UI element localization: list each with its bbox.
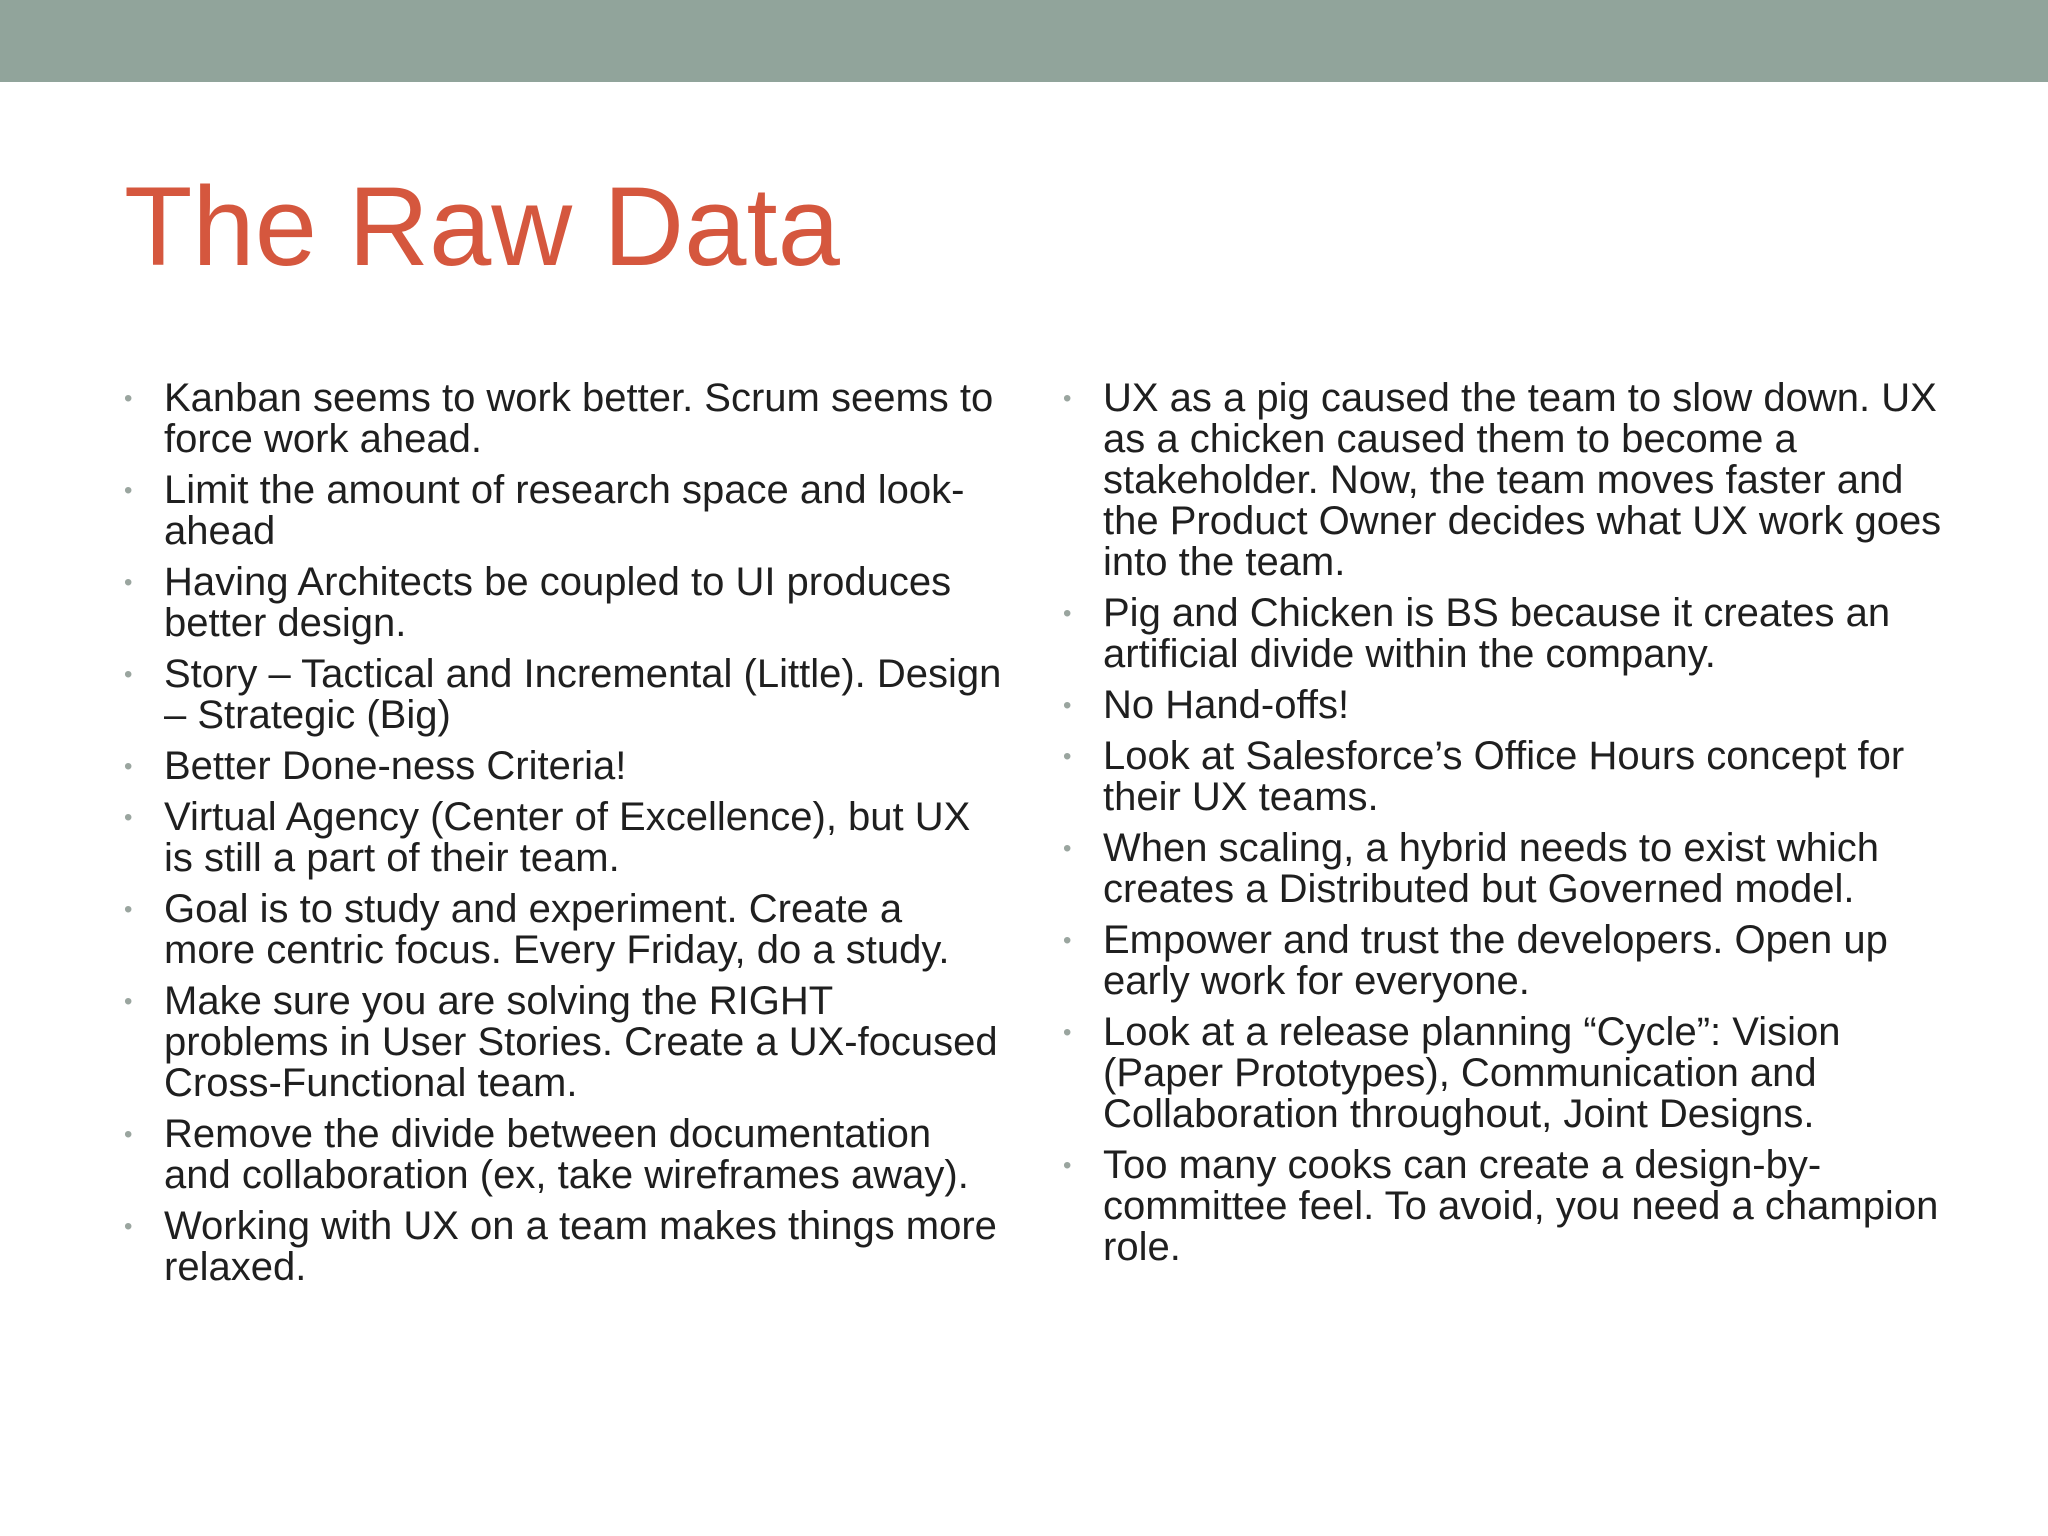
list-item bbox=[118, 470, 1003, 552]
list-item-text: Pig and Chicken is BS because it creates an artificial divide within the company. bbox=[1103, 591, 1891, 676]
list-item-text: Limit the amount of research space and look-ahead bbox=[164, 468, 965, 553]
list-item-text: No Hand-offs! bbox=[1103, 683, 1350, 727]
left-bullet-list bbox=[118, 378, 1003, 1298]
bullet-icon: • bbox=[1063, 692, 1072, 719]
list-item bbox=[118, 654, 1003, 736]
list-item bbox=[1057, 593, 1957, 675]
bullet-icon: • bbox=[124, 804, 133, 831]
list-item-text: Story – Tactical and Incremental (Little). Design – Strategic (Big) bbox=[164, 652, 1002, 737]
bullet-icon: • bbox=[124, 569, 133, 596]
bullet-icon: • bbox=[1063, 385, 1072, 412]
list-item bbox=[118, 1206, 1003, 1288]
list-item bbox=[1057, 920, 1957, 1002]
list-item-text: Make sure you are solving the RIGHT problems in User Stories. Create a UX-focused Cross-Functional team. bbox=[164, 979, 998, 1105]
list-item bbox=[1057, 1145, 1957, 1268]
slide-title: The Raw Data bbox=[124, 164, 840, 289]
list-item bbox=[118, 1114, 1003, 1196]
list-item-text: Goal is to study and experiment. Create a more centric focus. Every Friday, do a study. bbox=[164, 887, 950, 972]
bullet-icon: • bbox=[124, 1213, 133, 1240]
list-item bbox=[118, 746, 1003, 787]
list-item bbox=[118, 797, 1003, 879]
list-item bbox=[118, 889, 1003, 971]
list-item-text: Having Architects be coupled to UI produces better design. bbox=[164, 560, 952, 645]
right-bullet-list bbox=[1057, 378, 1957, 1278]
bullet-icon: • bbox=[124, 1121, 133, 1148]
bullet-icon: • bbox=[124, 477, 133, 504]
list-item-text: Look at a release planning “Cycle”: Vision (Paper Prototypes), Communication and Collaboration throughout, Joint Designs. bbox=[1103, 1010, 1841, 1136]
bullet-icon: • bbox=[124, 661, 133, 688]
bullet-icon: • bbox=[1063, 743, 1072, 770]
list-item bbox=[118, 562, 1003, 644]
top-accent-bar bbox=[0, 0, 2048, 82]
list-item-text: Working with UX on a team makes things more relaxed. bbox=[164, 1204, 997, 1289]
bullet-icon: • bbox=[124, 753, 133, 780]
bullet-icon: • bbox=[1063, 927, 1072, 954]
list-item-text: Kanban seems to work better. Scrum seems to force work ahead. bbox=[164, 376, 994, 461]
bullet-icon: • bbox=[1063, 835, 1072, 862]
list-item-text: When scaling, a hybrid needs to exist which creates a Distributed but Governed model. bbox=[1103, 826, 1879, 911]
list-item bbox=[1057, 378, 1957, 583]
list-item bbox=[1057, 1012, 1957, 1135]
list-item bbox=[118, 378, 1003, 460]
list-item-text: Virtual Agency (Center of Excellence), but UX is still a part of their team. bbox=[164, 795, 971, 880]
list-item bbox=[118, 981, 1003, 1104]
bullet-icon: • bbox=[1063, 600, 1072, 627]
bullet-icon: • bbox=[124, 988, 133, 1015]
list-item-text: Remove the divide between documentation and collaboration (ex, take wireframes away). bbox=[164, 1112, 969, 1197]
list-item-text: Better Done-ness Criteria! bbox=[164, 744, 627, 788]
list-item bbox=[1057, 828, 1957, 910]
bullet-icon: • bbox=[1063, 1152, 1072, 1179]
bullet-icon: • bbox=[124, 385, 133, 412]
list-item-text: Empower and trust the developers. Open up early work for everyone. bbox=[1103, 918, 1888, 1003]
list-item-text: Too many cooks can create a design-by-committee feel. To avoid, you need a champion role. bbox=[1103, 1143, 1939, 1269]
bullet-icon: • bbox=[124, 896, 133, 923]
list-item bbox=[1057, 685, 1957, 726]
list-item bbox=[1057, 736, 1957, 818]
list-item-text: UX as a pig caused the team to slow down. UX as a chicken caused them to become a stakeholder. Now, the team moves faster and the Product Owner decides what UX work goes into the team. bbox=[1103, 376, 1942, 584]
list-item-text: Look at Salesforce’s Office Hours concept for their UX teams. bbox=[1103, 734, 1905, 819]
bullet-icon: • bbox=[1063, 1019, 1072, 1046]
